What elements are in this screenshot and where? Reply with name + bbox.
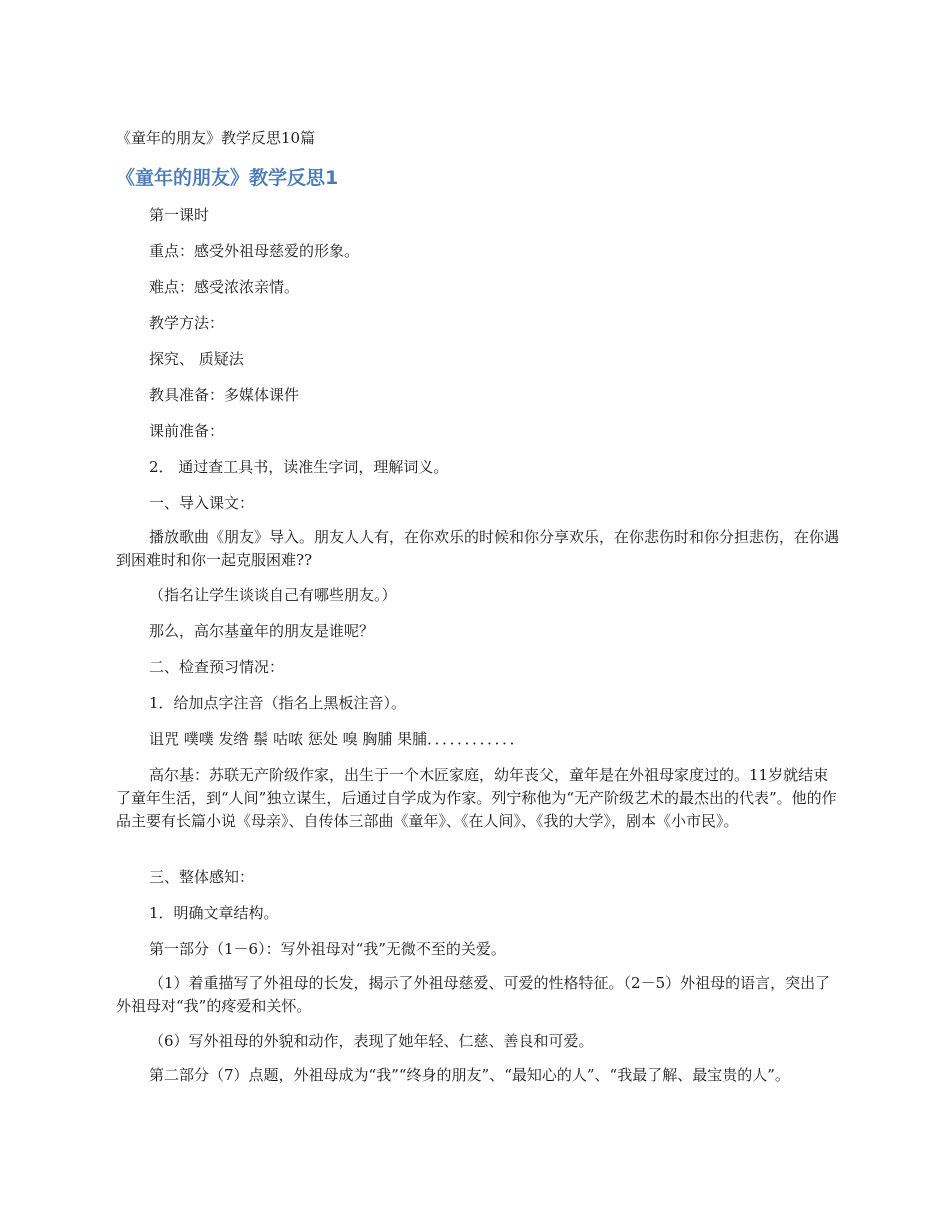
paragraph-method: 探究、 质疑法 (149, 350, 244, 368)
paragraph-author: 高尔基：苏联无产阶级作家，出生于一个木匠家庭，幼年丧父，童年是在外祖母家度过的。11岁就结束了童年生活，到“人间”独立谋生，后通过自学成为作家。列宁称他为“无产阶级艺术的最杰出的代表”。他的作品主要有长篇小说《母亲》、自传体三部曲《童年》、《在人间》、《我的大学》，剧本《小市民》。 (116, 766, 837, 830)
paragraph-check-heading: 二、检查预习情况： (149, 658, 285, 676)
paragraph-tools: 教具准备：多媒体课件 (149, 386, 300, 404)
paragraph-part-two: 第二部分（7）点题，外祖母成为“我”“终身的朋友”、“最知心的人”、“我最了解、最宝贵的人”。 (149, 1066, 790, 1084)
paragraph-intro: 播放歌曲《朋友》导入。朋友人人有，在你欢乐的时候和你分享欢乐，在你悲伤时和你分担悲伤，在你遇到困难时和你一起克服困难?? (116, 528, 840, 569)
paragraph-intro-heading: 一、导入课文： (149, 494, 255, 512)
paragraph-structure: 1．明确文章结构。 (149, 904, 279, 922)
paragraph-question: 那么，高尔基童年的朋友是谁呢？ (149, 622, 375, 640)
paragraph-vocab: 诅咒 噗噗 发绺 鬃 咕哝 惩处 嗅 胸脯 果脯．．．．．．．．．．．． (149, 730, 525, 748)
paragraph-focus: 重点：感受外祖母慈爱的形象。 (149, 242, 360, 260)
paragraph-part-one-detail: （1）着重描写了外祖母的长发，揭示了外祖母慈爱、可爱的性格特征。（2－5）外祖母的语言，突出了外祖母对“我”的疼爱和关怀。 (116, 974, 831, 1015)
paragraph-pinyin-task: 1．给加点字注音（指名上黑板注音）。 (149, 694, 407, 712)
paragraph-method-label: 教学方法： (149, 314, 225, 332)
document-title: 《童年的朋友》教学反思10篇 (116, 129, 316, 147)
section-heading: 《童年的朋友》教学反思1 (116, 167, 339, 189)
paragraph-preparation: 课前准备： (149, 422, 225, 440)
paragraph-prep-step: 2． 通过查工具书，读准生字词，理解词义。 (149, 458, 449, 476)
paragraph-prompt: （指名让学生谈谈自己有哪些朋友。） (149, 586, 397, 604)
paragraph-overview-heading: 三、整体感知： (149, 868, 255, 886)
paragraph-difficulty: 难点：感受浓浓亲情。 (149, 278, 300, 296)
paragraph-part-one: 第一部分（1－6）：写外祖母对“我”无微不至的关爱。 (149, 940, 506, 958)
paragraph-lesson: 第一课时 (149, 206, 210, 224)
paragraph-part-one-six: （6）写外祖母的外貌和动作，表现了她年轻、仁慈、善良和可爱。 (149, 1032, 594, 1050)
